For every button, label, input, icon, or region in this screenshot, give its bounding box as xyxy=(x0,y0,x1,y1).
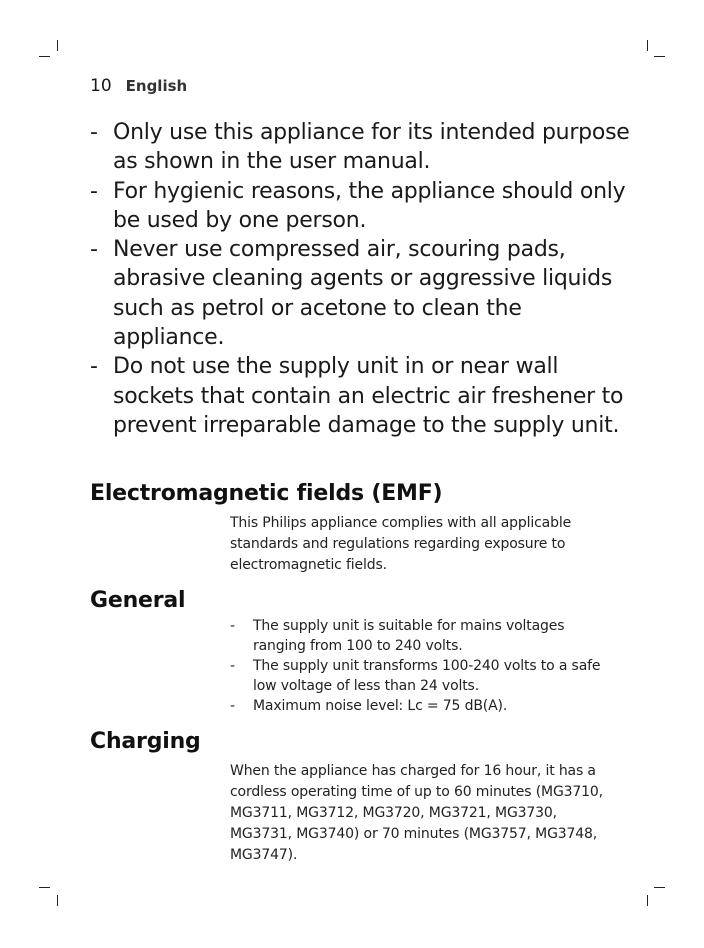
charging-heading: Charging xyxy=(90,729,201,754)
list-item xyxy=(230,656,610,696)
language-label: English xyxy=(125,77,188,95)
list-item xyxy=(90,352,630,440)
bullet-dash: - xyxy=(230,658,235,674)
list-item xyxy=(230,696,610,716)
bullet-dash: - xyxy=(90,354,98,380)
crop-mark xyxy=(647,40,648,51)
crop-mark xyxy=(39,56,50,57)
bullet-dash: - xyxy=(90,178,98,204)
safety-list xyxy=(90,118,630,440)
list-item-text: Only use this appliance for its intended purpose as shown in the user manual. xyxy=(113,120,630,175)
list-item-text: Never use compressed air, scouring pads, abrasive cleaning agents or aggressive liquids such as petrol or acetone to clean the appliance. xyxy=(113,237,613,351)
bullet-dash: - xyxy=(90,120,98,145)
general-heading: General xyxy=(90,588,186,613)
bullet-dash: - xyxy=(90,237,98,263)
crop-mark xyxy=(654,887,665,888)
page-number: 10 xyxy=(90,76,112,96)
charging-text: When the appliance has charged for 16 hour, it has a cordless operating time of up to 60 minutes (MG3710, MG3711, MG3712, MG3720, MG3721, MG3730, MG3731, MG3740) or 70 minutes (MG3757, MG3748, MG3747). xyxy=(230,763,603,863)
list-item-text: The supply unit transforms 100-240 volts to a safe low voltage of less than 24 volts. xyxy=(253,658,601,694)
crop-mark xyxy=(57,40,58,51)
crop-mark xyxy=(39,887,50,888)
list-item xyxy=(230,616,610,656)
crop-mark xyxy=(57,895,58,906)
list-item xyxy=(90,118,630,177)
emf-text: This Philips appliance complies with all applicable standards and regulations regarding exposure to electromagnetic fields. xyxy=(230,515,572,573)
crop-mark xyxy=(647,895,648,906)
list-item-text: Do not use the supply unit in or near wall sockets that contain an electric air freshener to prevent irreparable damage to the supply unit. xyxy=(113,354,624,438)
list-item-text: For hygienic reasons, the appliance should only be used by one person. xyxy=(113,178,626,233)
page-header xyxy=(90,76,187,96)
emf-heading: Electromagnetic fields (EMF) xyxy=(90,481,443,506)
list-item xyxy=(90,177,630,236)
general-list xyxy=(230,616,610,716)
bullet-dash: - xyxy=(230,618,235,634)
crop-mark xyxy=(654,56,665,57)
bullet-dash: - xyxy=(230,698,235,714)
list-item-text: Maximum noise level: Lc = 75 dB(A). xyxy=(253,698,508,714)
list-item-text: The supply unit is suitable for mains voltages ranging from 100 to 240 volts. xyxy=(253,618,565,654)
list-item xyxy=(90,235,630,352)
